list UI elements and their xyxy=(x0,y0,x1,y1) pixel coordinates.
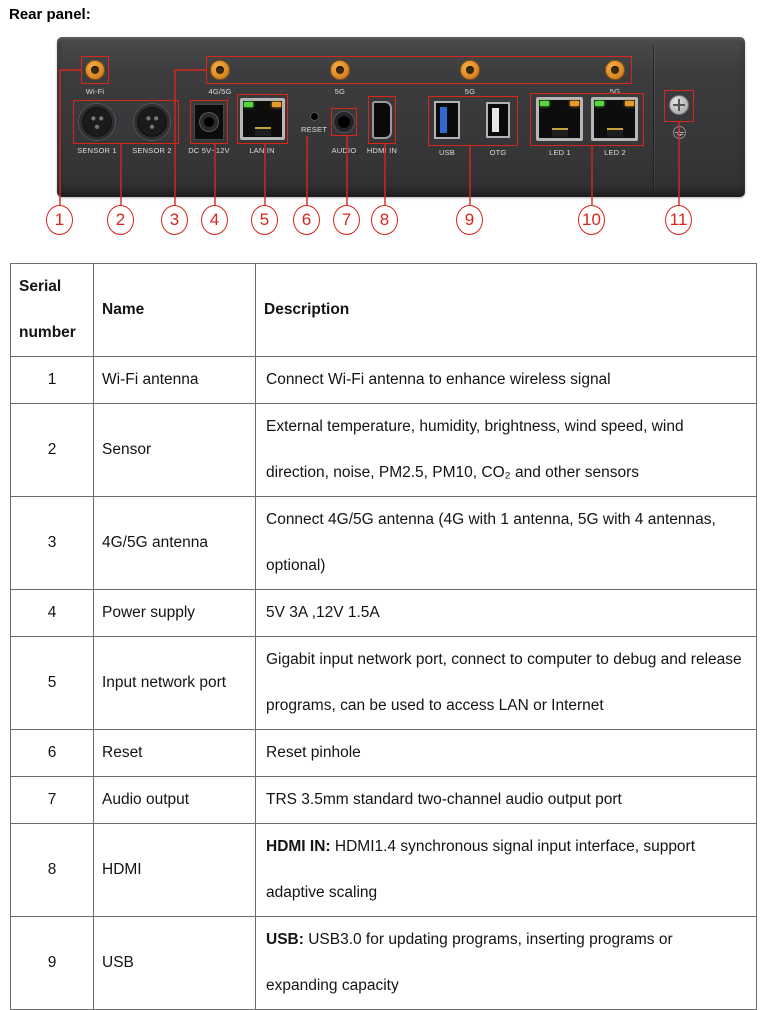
wifi-antenna-label: Wi-Fi xyxy=(85,87,105,96)
table-row xyxy=(11,917,757,1010)
description-cell xyxy=(256,497,757,590)
callout-number-11: 11 xyxy=(665,205,692,235)
description-cell xyxy=(256,404,757,497)
table-row xyxy=(11,590,757,637)
serial-cell: 6 xyxy=(11,730,94,777)
callout-number-8: 8 xyxy=(371,205,398,235)
audio-label: AUDIO xyxy=(331,146,357,155)
hdmi-label: HDMI IN xyxy=(366,146,398,155)
description-text: TRS 3.5mm standard two-channel audio output port xyxy=(266,791,622,808)
callout-box-4g5g-antennas xyxy=(206,56,632,84)
callout-number-2: 2 xyxy=(107,205,134,235)
5g-antenna-label-1: 5G xyxy=(334,87,346,96)
serial-cell: 5 xyxy=(11,637,94,730)
sensor1-label: SENSOR 1 xyxy=(77,146,117,155)
serial-cell: 2 xyxy=(11,404,94,497)
description-text: USB3.0 for updating programs, inserting programs or expanding capacity xyxy=(266,931,673,994)
led1-label: LED 1 xyxy=(549,148,571,157)
lan-label: LAN IN xyxy=(249,146,275,155)
table-row xyxy=(11,824,757,917)
description-cell xyxy=(256,777,757,824)
callout-number-1: 1 xyxy=(46,205,73,235)
description-cell xyxy=(256,917,757,1010)
name-cell: USB xyxy=(94,917,256,1010)
sensor2-label: SENSOR 2 xyxy=(132,146,172,155)
led2-label: LED 2 xyxy=(604,148,626,157)
reset-pinhole xyxy=(311,113,318,120)
table-row xyxy=(11,357,757,404)
table-row xyxy=(11,637,757,730)
callout-number-5: 5 xyxy=(251,205,278,235)
description-text: 5V 3A ,12V 1.5A xyxy=(266,604,380,621)
description-cell xyxy=(256,590,757,637)
usb-label: USB xyxy=(438,148,456,157)
callout-number-10: 10 xyxy=(578,205,605,235)
table-row xyxy=(11,404,757,497)
dc-label: DC 5V~12V xyxy=(188,146,230,155)
description-cell xyxy=(256,730,757,777)
5g-antenna-label-3: 5G xyxy=(609,87,621,96)
name-cell: Wi-Fi antenna xyxy=(94,357,256,404)
table-header-row xyxy=(11,264,757,357)
serial-cell: 4 xyxy=(11,590,94,637)
page-title: Rear panel: xyxy=(9,6,91,23)
callout-number-4: 4 xyxy=(201,205,228,235)
callout-box-sensors xyxy=(73,100,179,144)
callout-number-7: 7 xyxy=(333,205,360,235)
table-row xyxy=(11,777,757,824)
callout-box-usb-otg xyxy=(428,96,518,146)
rear-panel-diagram xyxy=(0,30,766,263)
5g-antenna-label-2: 5G xyxy=(464,87,476,96)
name-cell: HDMI xyxy=(94,824,256,917)
callout-box-led xyxy=(530,93,644,146)
description-bold: HDMI IN: xyxy=(266,838,335,855)
callout-box-audio xyxy=(331,108,357,136)
description-text: Connect Wi-Fi antenna to enhance wireless signal xyxy=(266,371,611,388)
callout-number-6: 6 xyxy=(293,205,320,235)
callout-box-ground-screw xyxy=(664,90,694,122)
name-cell: Power supply xyxy=(94,590,256,637)
name-cell: 4G/5G antenna xyxy=(94,497,256,590)
callout-box-wifi-antenna xyxy=(81,56,109,84)
callout-number-3: 3 xyxy=(161,205,188,235)
serial-cell: 3 xyxy=(11,497,94,590)
reset-label: RESET xyxy=(300,125,328,134)
otg-label: OTG xyxy=(489,148,507,157)
name-cell: Reset xyxy=(94,730,256,777)
ground-symbol-icon xyxy=(673,126,686,139)
callout-box-lan xyxy=(237,94,288,144)
serial-cell: 7 xyxy=(11,777,94,824)
description-text: HDMI1.4 synchronous signal input interface, support adaptive scaling xyxy=(266,838,696,901)
description-text: External temperature, humidity, brightness, wind speed, wind direction, noise, PM2.5, PM10, CO₂ and other sensors xyxy=(266,418,684,481)
spec-table xyxy=(10,263,757,1010)
table-row xyxy=(11,497,757,590)
callout-box-hdmi xyxy=(368,96,396,144)
header-name: Name xyxy=(94,264,256,357)
description-cell xyxy=(256,637,757,730)
description-text: Connect 4G/5G antenna (4G with 1 antenna, 5G with 4 antennas, optional) xyxy=(266,511,716,574)
header-serial-number: Serial number xyxy=(11,264,94,357)
4g5g-antenna-label: 4G/5G xyxy=(208,87,232,96)
callout-number-9: 9 xyxy=(456,205,483,235)
description-text: Reset pinhole xyxy=(266,744,361,761)
description-cell xyxy=(256,824,757,917)
table-row xyxy=(11,730,757,777)
name-cell: Sensor xyxy=(94,404,256,497)
serial-cell: 8 xyxy=(11,824,94,917)
serial-cell: 1 xyxy=(11,357,94,404)
name-cell: Input network port xyxy=(94,637,256,730)
description-cell xyxy=(256,357,757,404)
serial-cell: 9 xyxy=(11,917,94,1010)
header-description: Description xyxy=(256,264,757,357)
name-cell: Audio output xyxy=(94,777,256,824)
description-bold: USB: xyxy=(266,931,309,948)
description-text: Gigabit input network port, connect to computer to debug and release programs, can be used to access LAN or Internet xyxy=(266,651,742,714)
panel-seam xyxy=(653,44,654,190)
callout-box-power xyxy=(190,100,228,144)
